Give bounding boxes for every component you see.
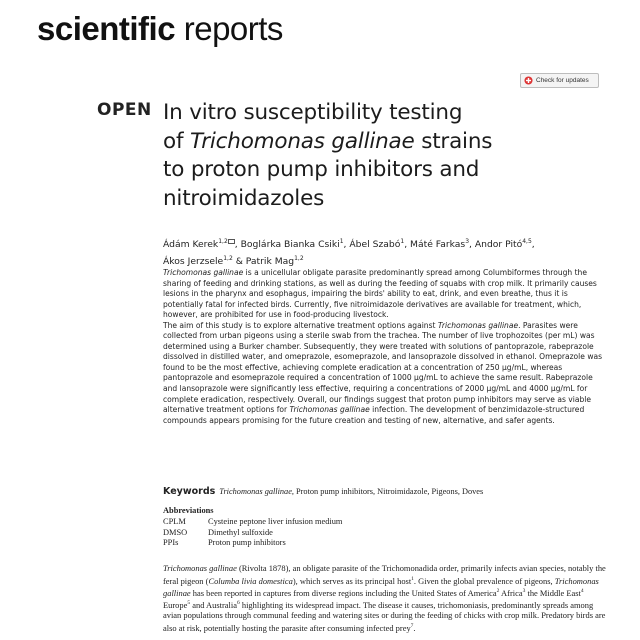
body-text: Africa <box>499 587 523 598</box>
reference-link[interactable]: 2 <box>496 587 500 594</box>
reference-link[interactable]: 5 <box>187 600 191 607</box>
keywords-label: Keywords <box>163 486 216 497</box>
open-access-label: OPEN <box>97 100 152 120</box>
abbreviation-value: Dimethyl sulfoxide <box>208 527 273 537</box>
author-affiliation: 1 <box>339 238 344 245</box>
author-affiliation: 3 <box>465 238 470 245</box>
abstract-p2-mid: . Parasites were collected from urban pigeons using a sterile swab from the trachea. The number of live trophozoites (per mL) was determined using a Burker chamber. Subsequently, they were treated with solutions of pantoprazole, rabeprazole dissolved in distilled water, and omeprazole, esomeprazole, and lansoprazole dissolved in ethanol. Omeprazole was found to be the most effective, achieving complete eradication at a concentration of 250 µg/mL, whereas pantoprazole and esomeprazole required a concentration of 1000 µg/mL to achieve the same result. Rabeprazole and lansoprazole were significantly less effective, requiring a concentrations of 2000 µg/mL and 4000 µg/mL for complete eradication, respectively. Overall, our findings suggest that proton pump inhibitors may serve as viable alternative treatment options for <box>163 320 603 415</box>
abstract-species: Trichomonas gallinae <box>437 320 519 330</box>
reference-link[interactable]: 7 <box>410 622 414 629</box>
abbreviation-key: CPLM <box>163 517 186 526</box>
body-species: Trichomonas gallinae <box>163 563 237 573</box>
body-text: and Australia <box>190 599 237 610</box>
body-text: . <box>413 622 416 633</box>
author-affiliation: 1 <box>400 238 405 245</box>
body-text: highlighting its widespread impact. The disease it causes, trichomoniasis, predominantly spreads among avian populations through communal feeding and watering sites or during the feeding of chicks with crop milk. Predatory birds are also at risk, potentially hosting the parasite after consuming infected prey <box>163 599 606 633</box>
author-affiliation: 1,2 <box>218 238 228 245</box>
author-name[interactable]: Ábel Szabó <box>349 239 401 251</box>
body-text: (Rivolta 1878), an obligate parasite of the Trichomonadida order, primarily infects avian species, notably the feral pigeon ( <box>163 563 606 586</box>
author-name[interactable]: Ádám Kerek <box>163 239 219 251</box>
title-line-3: to proton pump inhibitors and <box>163 157 480 182</box>
author-affiliation: 1,2 <box>294 255 304 263</box>
abbreviation-key: PPIs <box>163 538 179 548</box>
body-text: . Given the global prevalence of pigeons, <box>413 575 555 586</box>
title-species: Trichomonas gallinae <box>189 128 415 154</box>
abbreviation-value: Cysteine peptone liver infusion medium <box>208 517 343 526</box>
author-affiliation: 4,5 <box>522 238 532 245</box>
body-text: the Middle East <box>525 587 581 598</box>
reference-link[interactable]: 1 <box>411 575 414 582</box>
email-icon[interactable] <box>228 239 235 244</box>
reference-link[interactable]: 6 <box>237 600 240 607</box>
introduction-text <box>163 563 607 633</box>
journal-name-bold: scientific <box>37 10 176 47</box>
abstract <box>163 268 603 426</box>
author-name[interactable]: Ákos Jerzsele <box>163 256 224 268</box>
author-name[interactable]: Andor Pitó <box>474 239 523 251</box>
author-affiliation: 1,2 <box>223 255 233 263</box>
title-line-2-prefix: of <box>163 128 190 154</box>
body-text: ), which serves as its principal host <box>292 575 412 586</box>
abbreviations-title: Abbreviations <box>163 506 214 515</box>
abstract-paragraph-2 <box>163 321 603 426</box>
reference-link[interactable]: 3 <box>522 587 526 594</box>
check-for-updates-button[interactable] <box>520 73 599 88</box>
author-name[interactable]: Boglárka Bianka Csiki <box>240 239 340 251</box>
abstract-p2-suffix: infection. The development of benzimidazole-structured compounds appears promising for the future creation and testing of new, alternative, and safer agents. <box>163 405 585 425</box>
author-separator: & <box>235 256 243 268</box>
body-species: Trichomonas gallinae <box>163 575 599 598</box>
abstract-species: Trichomonas gallinae <box>163 268 244 277</box>
abbreviation-row <box>163 528 342 539</box>
abbreviation-key: DMSO <box>163 527 188 537</box>
abstract-paragraph-1 <box>163 268 603 321</box>
abbreviations <box>163 505 342 549</box>
body-text: has been reported in captures from diverse regions including the United States of America <box>190 587 497 598</box>
crossmark-icon <box>524 76 533 85</box>
abbreviation-row <box>163 517 342 528</box>
reference-link[interactable]: 4 <box>580 587 584 594</box>
body-species: Columba livia domestica <box>208 575 293 586</box>
article-title <box>163 99 603 213</box>
body-text: Europe <box>163 599 188 610</box>
journal-masthead[interactable] <box>37 10 283 48</box>
check-for-updates-label: Check for updates <box>536 77 589 84</box>
journal-name-light: reports <box>175 10 283 47</box>
title-line-1: In vitro susceptibility testing <box>163 100 463 125</box>
abstract-species: Trichomonas gallinae <box>289 405 370 415</box>
title-line-2 <box>163 128 603 157</box>
abstract-p1-text: is a unicellular obligate parasite predominantly spread among Columbiformes through the sharing of feeding and drinking stations, as well as during the feeding of squabs with crop milk. It primarily causes lesions in the pharynx and esophagus, impairing the birds' ability to eat, drink, and even breathe, thus it is potentially fatal for infected birds. Currently, five nitroimidazole derivatives are available for treatment, which, however, are prohibited for use in food-producing livestock. <box>163 268 597 320</box>
keywords <box>163 486 603 497</box>
author-list: Ádám Kerek$^{1,2}$ , Boglárka Bianka Csiki$^1$, Ábel Szabó$^1$, Máté Farkas$^3$, Andor Pitó$^{4,5}$, Ákos Jerzsele$^{1,2}$ & Patrik Mag$^{1,2}$ <box>163 238 535 268</box>
abstract-p2-prefix: The aim of this study is to explore alternative treatment options against <box>163 320 438 330</box>
abbreviation-row <box>163 538 342 549</box>
keywords-list: , Proton pump inhibitors, Nitroimidazole, Pigeons, Doves <box>291 487 484 496</box>
author-name[interactable]: Máté Farkas <box>410 239 466 251</box>
author-name[interactable]: Patrik Mag <box>245 256 295 268</box>
keyword-species: Trichomonas gallinae <box>219 487 292 496</box>
body-paragraph <box>163 563 607 633</box>
title-line-2-suffix: strains <box>414 128 493 154</box>
abbreviation-value: Proton pump inhibitors <box>208 538 286 548</box>
title-line-4: nitroimidazoles <box>163 185 325 211</box>
